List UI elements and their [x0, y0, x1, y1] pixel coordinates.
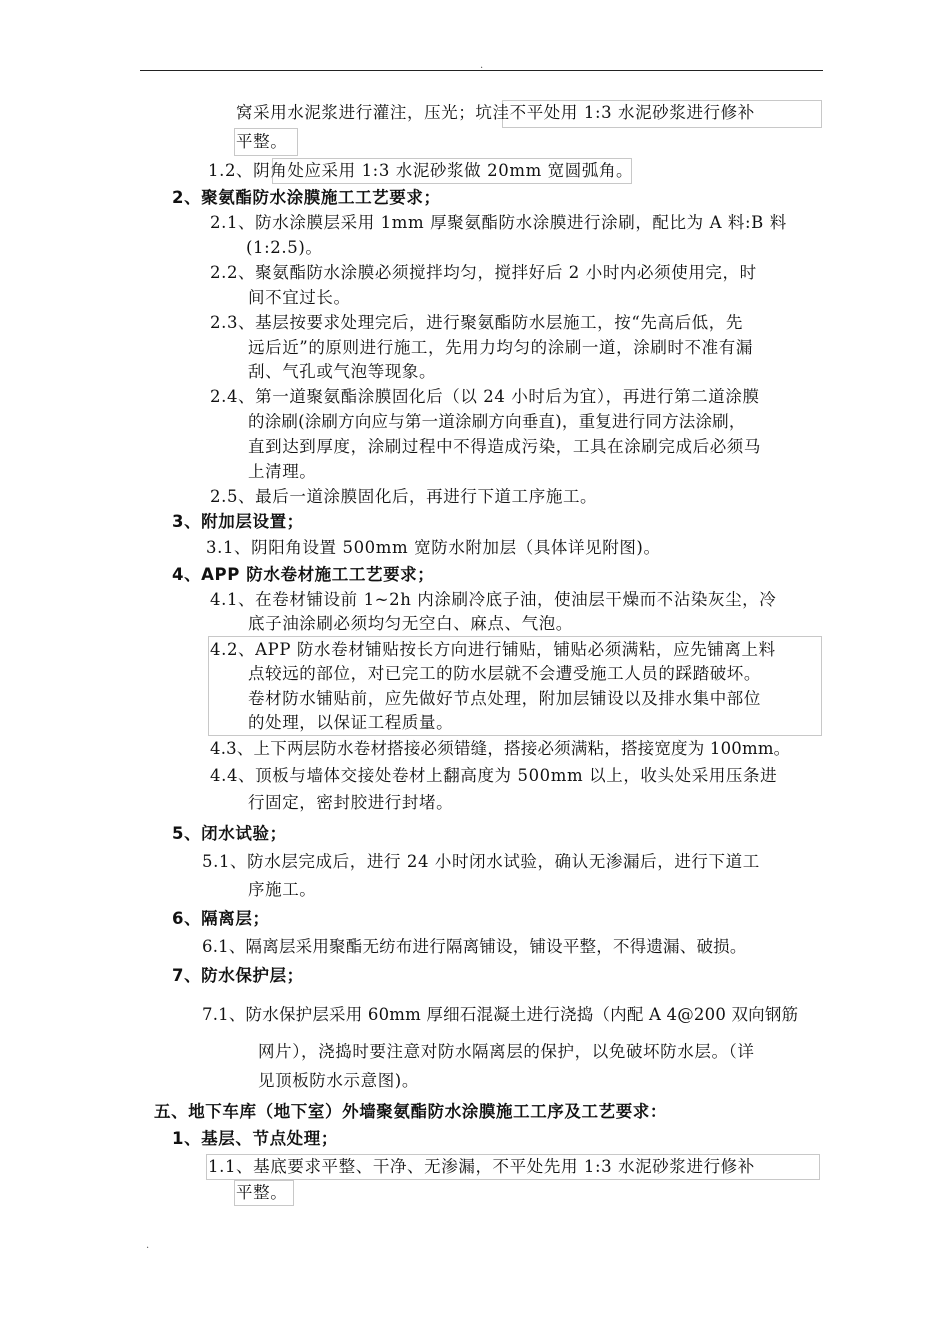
text-line: 2.3、基层按要求处理完后，进行聚氨酯防水层施工，按“先高后低，先	[210, 313, 743, 332]
text-line: 平整。	[236, 132, 288, 151]
text-line: 2.2、聚氨酯防水涂膜必须搅拌均匀，搅拌好后 2 小时内必须使用完，时	[210, 263, 757, 282]
text-line: 刮、气孔或气泡等现象。	[248, 362, 437, 381]
text-line: 直到达到厚度，涂刷过程中不得造成污染，工具在涂刷完成后必须马	[248, 437, 761, 456]
section-heading: 7、防水保护层；	[172, 966, 304, 985]
text-line: 序施工。	[248, 880, 317, 899]
text-line: 4.1、在卷材铺设前 1~2h 内涂刷冷底子油，使油层干燥而不沾染灰尘，冷	[210, 590, 777, 609]
chapter-heading: 五、地下车库（地下室）外墙聚氨酯防水涂膜施工工序及工艺要求：	[154, 1102, 667, 1121]
text-line: 2.4、第一道聚氨酯涂膜固化后（以 24 小时后为宜），再进行第二道涂膜	[210, 387, 760, 406]
text-line: 见顶板防水示意图)。	[258, 1071, 419, 1090]
text-line: 底子油涂刷必须均匀无空白、麻点、气泡。	[248, 614, 573, 633]
text-line: 网片），浇捣时要注意对防水隔离层的保护，以免破坏防水层。（详	[258, 1042, 755, 1061]
text-line: 行固定，密封胶进行封堵。	[248, 793, 454, 812]
text-line: 间不宜过长。	[248, 288, 351, 307]
text-line: (1:2.5)。	[246, 238, 323, 257]
section-heading: 1、基层、节点处理；	[172, 1129, 338, 1148]
text-line: 4.4、顶板与墙体交接处卷材上翻高度为 500mm 以上，收头处采用压条进	[210, 766, 778, 785]
footer-mark: .	[146, 1240, 150, 1251]
text-line: 平整。	[236, 1183, 288, 1202]
header-mark: .	[480, 60, 484, 71]
text-line: 1.2、阴角处应采用 1:3 水泥砂浆做 20mm 宽圆弧角。	[208, 161, 634, 180]
text-line: 窝采用水泥浆进行灌注，压光；坑洼不平处用 1:3 水泥砂浆进行修补	[236, 103, 755, 122]
text-line: 点较远的部位，对已完工的防水层就不会遭受施工人员的踩踏破坏。	[248, 664, 761, 683]
text-line: 2.5、最后一道涂膜固化后，再进行下道工序施工。	[210, 487, 598, 506]
text-line: 6.1、隔离层采用聚酯无纺布进行隔离铺设，铺设平整，不得遗漏、破损。	[202, 937, 747, 956]
text-line: 3.1、阴阳角设置 500mm 宽防水附加层（具体详见附图)。	[206, 538, 661, 557]
section-heading: 6、隔离层；	[172, 909, 270, 928]
section-heading: 5、闭水试验；	[172, 824, 287, 843]
text-line: 4.3、上下两层防水卷材搭接必须错缝，搭接必须满粘，搭接宽度为 100mm。	[210, 739, 791, 758]
section-heading: 2、聚氨酯防水涂膜施工工艺要求；	[172, 188, 441, 207]
text-line: 7.1、防水保护层采用 60mm 厚细石混凝土进行浇捣（内配 A 4@200 双向钢筋	[202, 1005, 799, 1024]
text-line: 卷材防水铺贴前，应先做好节点处理，附加层铺设以及排水集中部位	[248, 689, 761, 708]
text-line: 的涂刷(涂刷方向应与第一道涂刷方向垂直)，重复进行同方法涂刷，	[248, 412, 746, 431]
text-line: 远后近”的原则进行施工，先用力均匀的涂刷一道，涂刷时不准有漏	[248, 338, 753, 357]
text-line: 1.1、基底要求平整、干净、无渗漏，不平处先用 1:3 水泥砂浆进行修补	[208, 1157, 755, 1176]
text-line: 4.2、APP 防水卷材铺贴按长方向进行铺贴，铺贴必须满粘，应先铺离上料	[210, 640, 776, 659]
section-heading: 4、APP 防水卷材施工工艺要求；	[172, 565, 435, 584]
text-line: 2.1、防水涂膜层采用 1mm 厚聚氨酯防水涂膜进行涂刷，配比为 A 料:B 料	[210, 213, 787, 232]
section-heading: 3、附加层设置；	[172, 512, 304, 531]
text-line: 上清理。	[248, 462, 317, 481]
header-rule	[140, 70, 823, 71]
text-line: 5.1、防水层完成后，进行 24 小时闭水试验，确认无渗漏后，进行下道工	[202, 852, 760, 871]
text-line: 的处理，以保证工程质量。	[248, 713, 454, 732]
